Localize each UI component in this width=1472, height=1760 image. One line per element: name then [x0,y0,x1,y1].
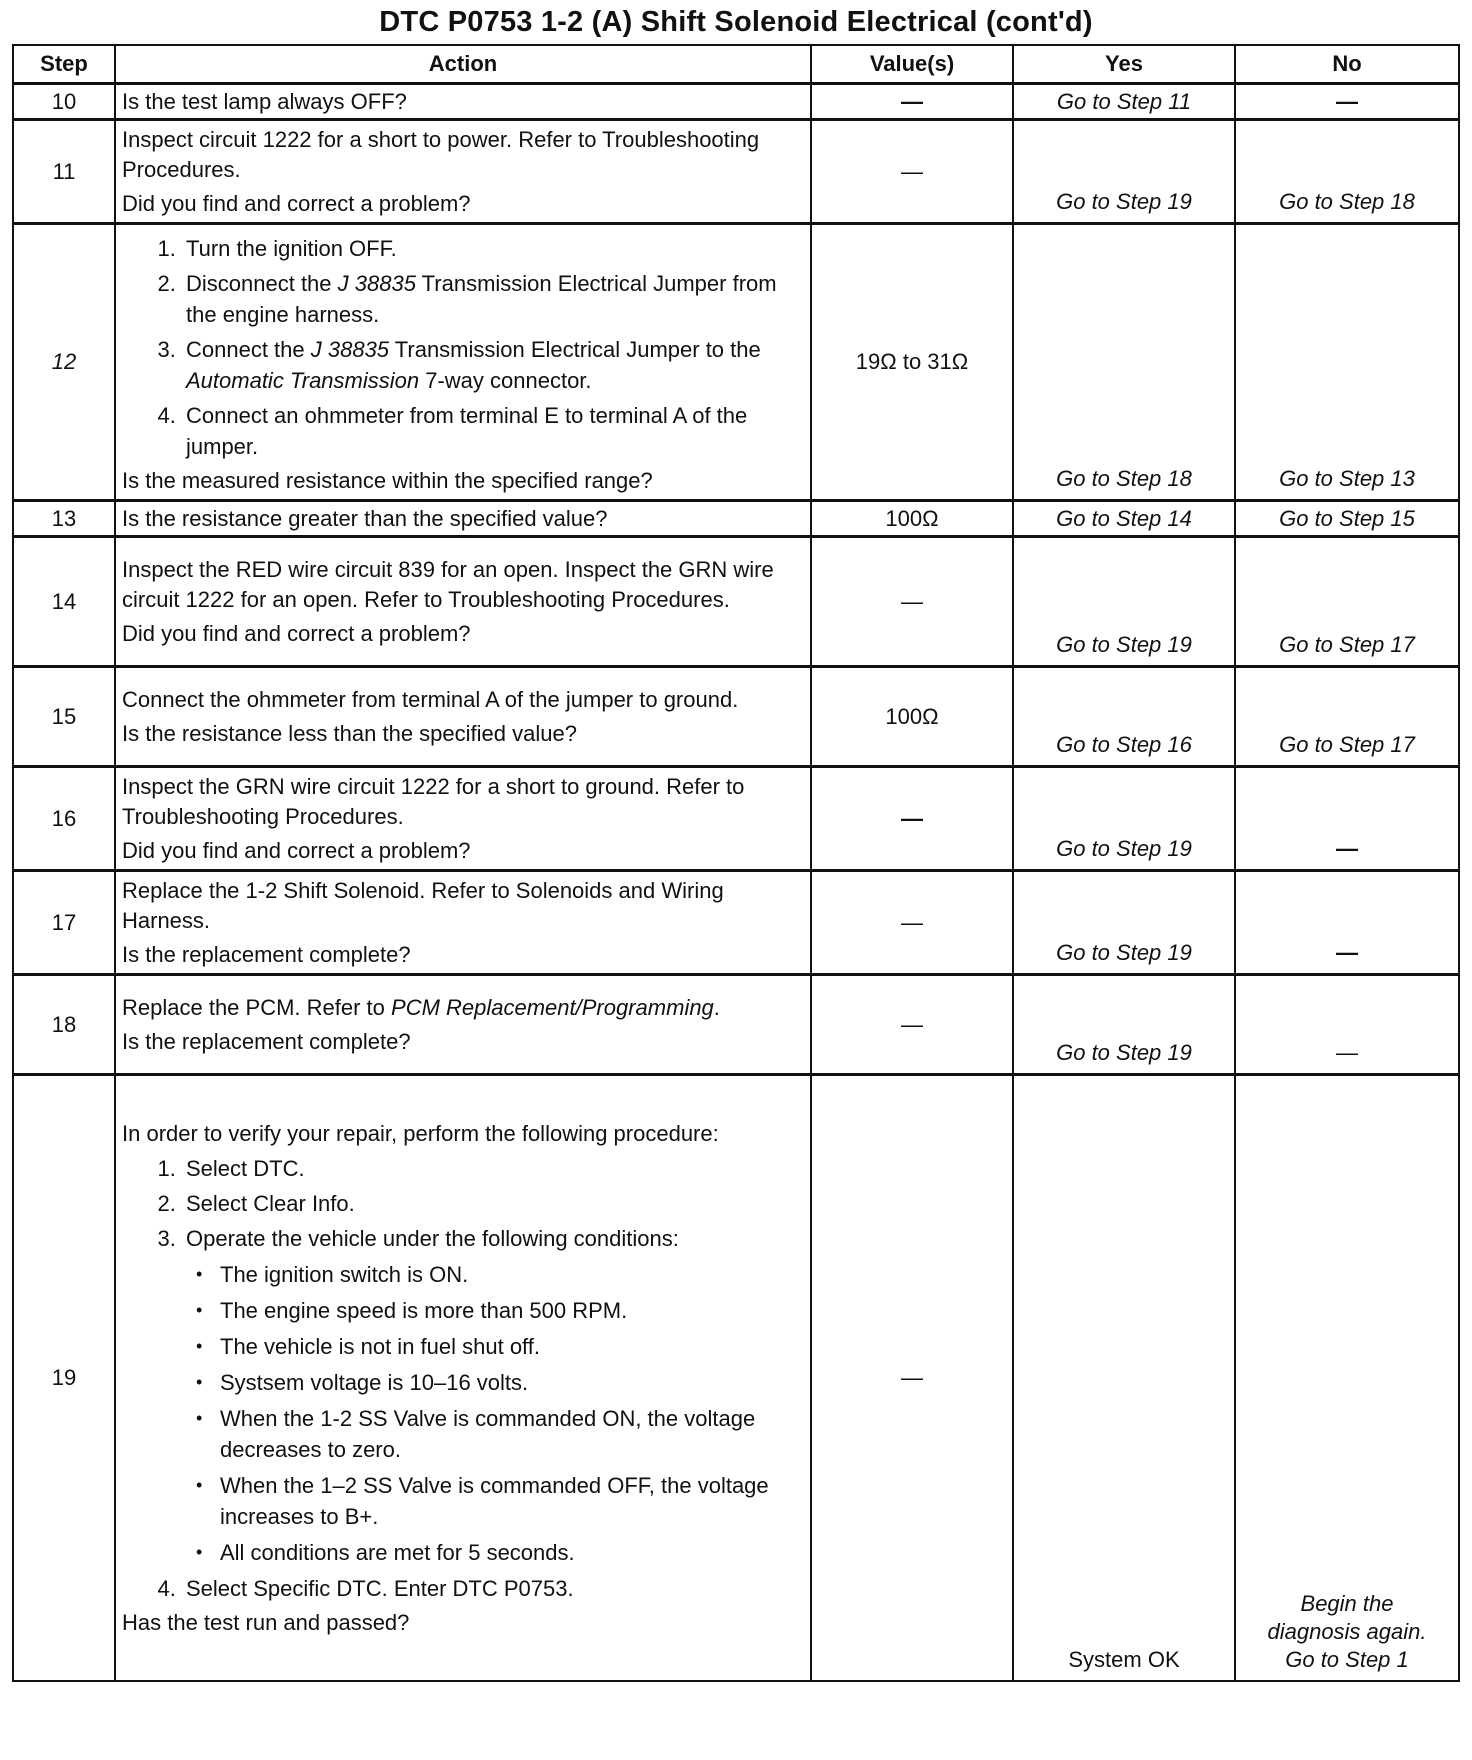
value-cell: 100Ω [811,667,1013,767]
yes-cell: Go to Step 14 [1013,501,1235,537]
yes-cell: Go to Step 11 [1013,84,1235,120]
value-text: — [901,805,923,831]
yes-cell: Go to Step 16 [1013,667,1235,767]
action-question: Is the replacement complete? [122,1029,411,1054]
value-cell [811,84,1013,120]
no-cell: Go to Step 17 [1235,537,1459,667]
header-yes: Yes [1013,45,1235,84]
list-item-text: Operate the vehicle under the following conditions: [186,1225,679,1251]
table-header-row [13,45,1459,84]
value-cell [811,767,1013,871]
action-question: Is the resistance greater than the specified value? [122,505,608,531]
step-number: 10 [13,84,115,120]
action-question: Did you find and correct a problem? [122,191,471,216]
step-number: 13 [13,501,115,537]
no-text-line: diagnosis again. [1267,1618,1427,1644]
action-question: Is the measured resistance within the specified range? [122,468,653,493]
list-item: 4. Select Specific DTC. Enter DTC P0753. [182,1573,804,1604]
action-cell [115,667,811,767]
no-text: — [1336,836,1358,861]
procedure-list [122,1153,804,1604]
condition-item: • Systsem voltage is 10–16 volts. [220,1367,804,1398]
condition-item: • The engine speed is more than 500 RPM. [220,1295,804,1326]
no-cell: Go to Step 18 [1235,120,1459,224]
list-item [182,334,804,396]
table-row [13,501,1459,537]
table-row [13,975,1459,1075]
no-cell: Go to Step 15 [1235,501,1459,537]
header-value: Value(s) [811,45,1013,84]
value-cell: 100Ω [811,501,1013,537]
action-question: Did you find and correct a problem? [122,838,471,863]
action-text: Inspect the GRN wire circuit 1222 for a short to ground. Refer to Troubleshooting Procedures. [122,774,745,829]
no-cell: — [1235,975,1459,1075]
header-action: Action [115,45,811,84]
list-item [182,1223,804,1568]
page-title: DTC P0753 1-2 (A) Shift Solenoid Electrical (cont'd) [379,6,1093,38]
table-row [13,1075,1459,1681]
text-part: Replace the PCM. Refer to [122,995,392,1020]
document-reference: PCM Replacement/Programming [391,995,714,1020]
condition-item: • The ignition switch is ON. [220,1259,804,1290]
action-question: Did you find and correct a problem? [122,621,471,646]
action-cell [115,84,811,120]
no-cell [1235,1075,1459,1681]
step-number: 19 [13,1075,115,1681]
action-cell [115,537,811,667]
value-cell: — [811,120,1013,224]
no-text: — [1336,88,1358,114]
condition-item: • When the 1–2 SS Valve is commanded OFF, the voltage increases to B+. [220,1470,804,1532]
value-cell: 19Ω to 31Ω [811,224,1013,501]
yes-cell: Go to Step 19 [1013,120,1235,224]
connector-reference: Automatic Transmission [186,368,420,393]
diagnostic-table [12,44,1460,1682]
action-text: Inspect circuit 1222 for a short to power. Refer to Troubleshooting Procedures. [122,127,760,182]
action-cell [115,975,811,1075]
text-part: Disconnect the [186,271,338,296]
tool-reference: J 38835 [337,271,416,296]
condition-item: • When the 1-2 SS Valve is commanded ON, the voltage decreases to zero. [220,1403,804,1465]
action-text: In order to verify your repair, perform the following procedure: [122,1120,719,1146]
no-cell [1235,871,1459,975]
step-number: 12 [13,224,115,501]
value-cell: — [811,1075,1013,1681]
step-number: 17 [13,871,115,975]
table-row [13,767,1459,871]
condition-item: • The vehicle is not in fuel shut off. [220,1331,804,1362]
step-number: 14 [13,537,115,667]
text-part: . [713,995,720,1020]
action-text: Connect the ohmmeter from terminal A of the jumper to ground. [122,687,739,712]
procedure-list [122,233,804,462]
no-cell: Go to Step 13 [1235,224,1459,501]
action-question: Is the test lamp always OFF? [122,88,407,114]
yes-cell: System OK [1013,1075,1235,1681]
action-cell [115,120,811,224]
list-item: 4. Connect an ohmmeter from terminal E to terminal A of the jumper. [182,400,804,462]
header-step: Step [13,45,115,84]
value-cell: — [811,975,1013,1075]
action-cell [115,224,811,501]
action-text: Replace the 1-2 Shift Solenoid. Refer to Solenoids and Wiring Harness. [122,878,724,933]
action-text [122,993,804,1023]
text-part: Transmission Electrical Jumper to the [389,337,761,362]
table-row [13,871,1459,975]
table-row [13,537,1459,667]
action-cell [115,1075,811,1681]
table-row [13,84,1459,120]
no-text: — [1336,940,1358,965]
header-no: No [1235,45,1459,84]
list-item [182,268,804,330]
value-text: — [901,88,923,114]
yes-cell: Go to Step 19 [1013,975,1235,1075]
yes-cell: Go to Step 18 [1013,224,1235,501]
action-question: Has the test run and passed? [122,1609,410,1635]
yes-cell: Go to Step 19 [1013,767,1235,871]
condition-item: • All conditions are met for 5 seconds. [220,1537,804,1568]
list-item: 1. Select DTC. [182,1153,804,1184]
yes-cell: Go to Step 19 [1013,537,1235,667]
value-cell: — [811,871,1013,975]
value-cell: — [811,537,1013,667]
conditions-list [186,1259,804,1568]
table-row [13,667,1459,767]
action-cell [115,871,811,975]
table-row [13,224,1459,501]
action-cell [115,767,811,871]
yes-cell: Go to Step 19 [1013,871,1235,975]
table-row [13,120,1459,224]
action-cell [115,501,811,537]
step-number: 15 [13,667,115,767]
action-question: Is the resistance less than the specified value? [122,721,577,746]
list-item: 1. Turn the ignition OFF. [182,233,804,264]
action-text: Inspect the RED wire circuit 839 for an open. Inspect the GRN wire circuit 1222 for an open. Refer to Troubleshooting Procedures. [122,557,774,612]
step-number: 16 [13,767,115,871]
text-part: Connect the [186,337,311,362]
no-cell [1235,84,1459,120]
list-item: 2. Select Clear Info. [182,1188,804,1219]
no-cell [1235,767,1459,871]
no-cell: Go to Step 17 [1235,667,1459,767]
text-part: 7-way connector. [419,368,592,393]
action-question: Is the replacement complete? [122,942,411,967]
no-text-line: Begin the [1300,1590,1394,1616]
step-number: 18 [13,975,115,1075]
text-part: Transmission Electrical Jumper from the engine harness. [186,271,777,327]
no-text-line: Go to Step 1 [1285,1646,1409,1672]
tool-reference: J 38835 [310,337,390,362]
step-number: 11 [13,120,115,224]
